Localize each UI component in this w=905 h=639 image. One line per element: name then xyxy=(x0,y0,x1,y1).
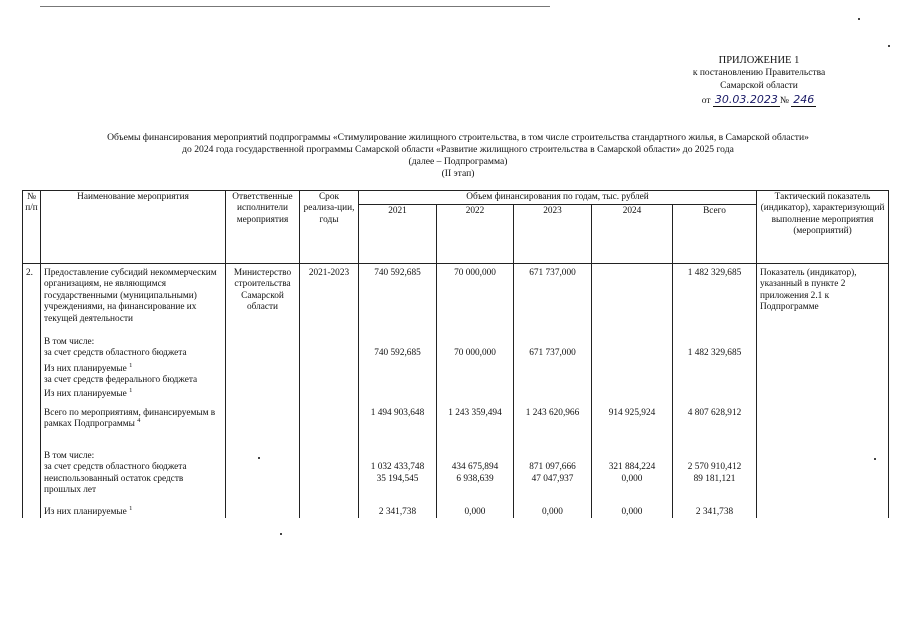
cell-2022-text: 6 938,639 xyxy=(456,473,494,484)
cell-2022 xyxy=(437,375,514,386)
footnote-mark: 4 xyxy=(137,417,141,425)
cell-2021 xyxy=(359,348,437,359)
cell-name xyxy=(41,348,226,359)
scan-speck xyxy=(874,458,876,460)
cell-2023 xyxy=(514,264,592,326)
cell-term xyxy=(300,400,359,431)
cell-2023 xyxy=(514,431,592,462)
cell-num-text: 2. xyxy=(26,268,33,278)
table-row xyxy=(23,497,889,518)
cell-num xyxy=(23,497,41,518)
cell-2021 xyxy=(359,474,437,497)
cell-2024 xyxy=(592,348,673,359)
number-prefix: № xyxy=(779,96,789,106)
title-line-3: (далее – Подпрограмма) xyxy=(408,156,508,167)
cell-2024 xyxy=(592,387,673,400)
cell-2021 xyxy=(359,462,437,473)
cell-responsible xyxy=(226,360,300,375)
header-2022: 2022 xyxy=(437,205,514,264)
cell-2023 xyxy=(514,325,592,348)
header-responsible: Ответственные исполнители мероприятия xyxy=(226,191,300,264)
top-rule xyxy=(40,6,550,7)
cell-num xyxy=(23,400,41,431)
cell-term xyxy=(300,431,359,462)
cell-indicator xyxy=(757,474,889,497)
cell-responsible xyxy=(226,325,300,348)
appendix-block xyxy=(659,54,859,108)
title-line-2: до 2024 года государственной программы Самарской области «Развитие жилищного строительства в Самарской области» до 2025 года xyxy=(182,144,734,155)
cell-responsible xyxy=(226,264,300,326)
cell-2021 xyxy=(359,497,437,518)
cell-2021-text: 1 032 433,748 xyxy=(370,462,425,473)
cell-2023 xyxy=(514,360,592,375)
cell-2022 xyxy=(437,400,514,431)
cell-total xyxy=(673,497,757,518)
cell-term xyxy=(300,497,359,518)
table-row xyxy=(23,387,889,400)
table-row xyxy=(23,474,889,497)
cell-name-text: Всего по мероприятиям, финансируемым в рамках Подпрограммы xyxy=(44,408,216,430)
cell-name xyxy=(41,474,226,497)
cell-name-text: неиспользованный остаток средств прошлых лет xyxy=(44,473,184,496)
scan-speck xyxy=(280,533,282,535)
cell-2024-text: 0,000 xyxy=(621,506,643,517)
footnote-mark: 1 xyxy=(129,361,133,369)
cell-2024 xyxy=(592,360,673,375)
cell-2022 xyxy=(437,431,514,462)
cell-2021-text: 740 592,685 xyxy=(374,348,421,359)
cell-name-text: за счет средств федерального бюджета xyxy=(44,375,198,386)
footnote-mark: 1 xyxy=(129,504,133,512)
cell-total-text: 1 482 329,685 xyxy=(687,268,742,278)
header-num: № п/п xyxy=(23,191,41,264)
cell-responsible xyxy=(226,474,300,497)
cell-total-text: 4 807 628,912 xyxy=(687,408,742,419)
appendix-line-2: Самарской области xyxy=(720,81,798,91)
cell-term xyxy=(300,325,359,348)
cell-num xyxy=(23,375,41,386)
cell-2022-text: 70 000,000 xyxy=(454,348,496,359)
header-2023: 2023 xyxy=(514,205,592,264)
cell-2024 xyxy=(592,431,673,462)
cell-name-text: В том числе: xyxy=(44,450,95,461)
cell-2023-text: 671 737,000 xyxy=(529,348,576,359)
cell-2023 xyxy=(514,387,592,400)
scan-speck xyxy=(888,45,890,47)
scan-speck xyxy=(258,457,260,459)
cell-responsible xyxy=(226,375,300,386)
cell-2022-text: 1 243 359,494 xyxy=(448,408,502,419)
cell-responsible xyxy=(226,462,300,473)
table-row xyxy=(23,348,889,359)
header-indicator: Тактический показатель (индикатор), характеризующий выполнение мероприятия (мероприятий) xyxy=(757,191,889,264)
cell-indicator xyxy=(757,348,889,359)
cell-2024-text: 914 925,924 xyxy=(608,408,656,419)
cell-2022 xyxy=(437,387,514,400)
cell-name xyxy=(41,431,226,462)
cell-2021-text: 1 494 903,648 xyxy=(370,408,425,419)
cell-num xyxy=(23,360,41,375)
title-line-4: (II этап) xyxy=(441,168,475,179)
cell-2021 xyxy=(359,375,437,386)
appendix-title: ПРИЛОЖЕНИЕ 1 xyxy=(718,55,800,66)
cell-2023-text: 871 097,666 xyxy=(529,462,576,473)
cell-2024 xyxy=(592,400,673,431)
cell-2022-text: 0,000 xyxy=(464,506,486,517)
cell-2022 xyxy=(437,462,514,473)
cell-responsible xyxy=(226,431,300,462)
cell-2021 xyxy=(359,431,437,462)
header-2021: 2021 xyxy=(359,205,437,264)
table-row xyxy=(23,431,889,462)
cell-term xyxy=(300,348,359,359)
cell-name-text: за счет средств областного бюджета xyxy=(44,348,187,359)
cell-name-text: Из них планируемые xyxy=(44,388,127,399)
cell-2023-text: 1 243 620,966 xyxy=(525,408,580,419)
cell-2022 xyxy=(437,497,514,518)
cell-2022 xyxy=(437,348,514,359)
cell-responsible xyxy=(226,348,300,359)
cell-2023 xyxy=(514,462,592,473)
cell-total xyxy=(673,348,757,359)
cell-indicator xyxy=(757,400,889,431)
footnote-mark: 1 xyxy=(129,386,133,394)
cell-term xyxy=(300,264,359,326)
cell-num xyxy=(23,462,41,473)
table-row xyxy=(23,360,889,375)
cell-name xyxy=(41,325,226,348)
cell-name xyxy=(41,400,226,431)
cell-total xyxy=(673,387,757,400)
table-row xyxy=(23,375,889,386)
cell-2021 xyxy=(359,264,437,326)
cell-2021 xyxy=(359,360,437,375)
cell-2024 xyxy=(592,264,673,326)
cell-name xyxy=(41,375,226,386)
cell-2021-text: 2 341,738 xyxy=(378,506,417,517)
date-prefix: от xyxy=(701,96,711,106)
cell-total xyxy=(673,462,757,473)
cell-2021 xyxy=(359,400,437,431)
cell-2021-text: 740 592,685 xyxy=(374,268,421,278)
cell-2022-text: 70 000,000 xyxy=(454,268,496,278)
handwritten-number: 246 xyxy=(793,93,815,106)
cell-2023 xyxy=(514,348,592,359)
document-title xyxy=(30,132,886,180)
cell-indicator xyxy=(757,360,889,375)
cell-responsible xyxy=(226,387,300,400)
header-term: Срок реализа-ции, годы xyxy=(300,191,359,264)
cell-2022 xyxy=(437,474,514,497)
cell-name-text: за счет средств областного бюджета xyxy=(44,462,187,473)
cell-responsible xyxy=(226,400,300,431)
scan-speck xyxy=(858,18,860,20)
cell-indicator xyxy=(757,387,889,400)
cell-indicator xyxy=(757,431,889,462)
cell-2023 xyxy=(514,497,592,518)
cell-indicator xyxy=(757,462,889,473)
cell-num xyxy=(23,474,41,497)
cell-term-text: 2021-2023 xyxy=(308,268,350,278)
cell-2024 xyxy=(592,375,673,386)
cell-indicator xyxy=(757,325,889,348)
cell-term xyxy=(300,360,359,375)
cell-num xyxy=(23,348,41,359)
cell-total xyxy=(673,264,757,326)
cell-total xyxy=(673,400,757,431)
cell-2024 xyxy=(592,462,673,473)
cell-responsible xyxy=(226,497,300,518)
cell-2023 xyxy=(514,400,592,431)
cell-indicator xyxy=(757,497,889,518)
cell-2024 xyxy=(592,325,673,348)
table-row xyxy=(23,462,889,473)
cell-indicator xyxy=(757,375,889,386)
cell-2024 xyxy=(592,497,673,518)
cell-2022 xyxy=(437,360,514,375)
table-row xyxy=(23,400,889,431)
cell-2023-text: 47 047,937 xyxy=(531,473,574,484)
handwritten-date: 30.03.2023 xyxy=(714,93,778,106)
cell-indicator xyxy=(757,264,889,326)
cell-total-text: 2 341,738 xyxy=(695,506,734,517)
table-row xyxy=(23,264,889,326)
cell-name xyxy=(41,360,226,375)
cell-2023-text: 0,000 xyxy=(542,506,563,517)
cell-total xyxy=(673,360,757,375)
cell-name xyxy=(41,387,226,400)
cell-term xyxy=(300,387,359,400)
cell-total-text: 2 570 910,412 xyxy=(687,462,742,473)
cell-responsible-text: Министерство строительства Самарской области xyxy=(233,268,292,313)
cell-name xyxy=(41,462,226,473)
cell-total-text: 89 181,121 xyxy=(693,473,736,484)
header-total: Всего xyxy=(673,205,757,264)
cell-term xyxy=(300,462,359,473)
cell-name xyxy=(41,497,226,518)
cell-2021 xyxy=(359,325,437,348)
cell-num xyxy=(23,387,41,400)
cell-indicator-text: Показатель (индикатор), указанный в пункте 2 приложения 2.1 к Подпрограмме xyxy=(760,268,857,313)
cell-total-text: 1 482 329,685 xyxy=(687,348,742,359)
cell-name-text: В том числе: xyxy=(44,337,95,348)
header-2024: 2024 xyxy=(592,205,673,264)
title-line-1: Объемы финансирования мероприятий подпрограммы «Стимулирование жилищного строительства, в том числе строительства стандартного жилья, в Самарской области» xyxy=(107,132,809,143)
cell-2023-text: 671 737,000 xyxy=(529,268,576,278)
cell-2021-text: 35 194,545 xyxy=(376,473,419,484)
cell-2023 xyxy=(514,474,592,497)
cell-2023 xyxy=(514,375,592,386)
header-name: Наименование мероприятия xyxy=(41,191,226,264)
cell-num xyxy=(23,325,41,348)
appendix-line-1: к постановлению Правительства xyxy=(692,68,826,78)
cell-total xyxy=(673,431,757,462)
cell-name-text: Предоставление субсидий некоммерческим организациям, не являющимся государственными (муниципальными) учреждениями, на финансирование их текущей деятельности xyxy=(44,268,217,324)
funding-table xyxy=(22,190,889,518)
cell-term xyxy=(300,474,359,497)
cell-2024-text: 0,000 xyxy=(621,473,643,484)
cell-term xyxy=(300,375,359,386)
cell-name xyxy=(41,264,226,326)
cell-total xyxy=(673,375,757,386)
cell-num xyxy=(23,264,41,326)
cell-2022-text: 434 675,894 xyxy=(451,462,499,473)
appendix-date-line xyxy=(659,93,859,108)
table-row xyxy=(23,325,889,348)
cell-2022 xyxy=(437,325,514,348)
cell-2024 xyxy=(592,474,673,497)
cell-2024-text: 321 884,224 xyxy=(608,462,656,473)
cell-total xyxy=(673,325,757,348)
cell-num xyxy=(23,431,41,462)
cell-name-text: Из них планируемые xyxy=(44,506,127,517)
cell-2021 xyxy=(359,387,437,400)
cell-2022 xyxy=(437,264,514,326)
table-body xyxy=(23,264,889,518)
header-funding: Объем финансирования по годам, тыс. рублей xyxy=(359,191,757,205)
cell-name-text: Из них планируемые xyxy=(44,363,127,374)
cell-total xyxy=(673,474,757,497)
